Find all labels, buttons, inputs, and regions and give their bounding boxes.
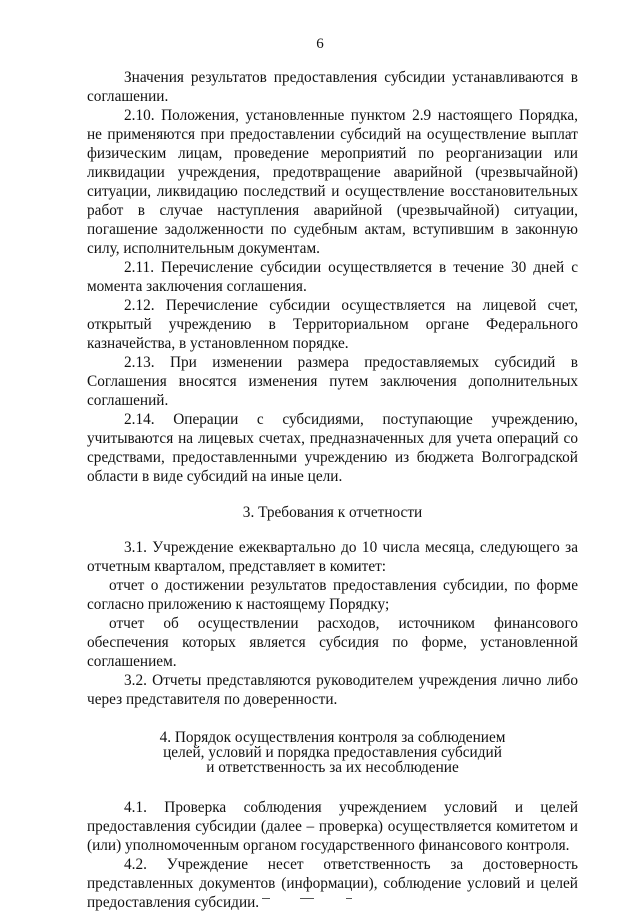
page-number: 6 [316,36,324,52]
paragraph-2-13: 2.13. При изменении размера предоставляемых субсидий в Соглашения вносятся изменения путем заключения дополнительных соглашений. [87,354,578,409]
paragraph-3-2: 3.2. Отчеты представляются руководителем учреждения лично либо через представителя по доверенности. [87,672,578,708]
section-4-heading-line-2: целей, условий и порядка предоставления субсидий [163,744,502,761]
paragraph-results-values: Значения результатов предоставления субсидии устанавливаются в соглашении. [87,69,578,105]
section-3-heading: 3. Требования к отчетности [242,504,423,521]
section-4-heading [87,730,578,775]
section-4-heading-line-1: 4. Порядок осуществления контроля за соблюдением [159,729,506,746]
section-4-heading-line-3: и ответственность за их несоблюдение [206,759,459,776]
paragraph-report-results: отчет о достижении результатов предоставления субсидии, по форме согласно приложению к настоящему Порядку; [87,577,578,613]
scan-artifact [346,898,352,899]
document-body [87,68,578,912]
paragraph-4-2: 4.2. Учреждение несет ответственность за достоверность представленных документов (информации), соблюдение условий и целей предоставления субсидии. [87,856,578,911]
paragraph-2-14: 2.14. Операции с субсидиями, поступающие учреждению, учитываются на лицевых счетах, предназначенных для учета операций со средствами, предоставленными учреждению из бюджета Волгоградской области в виде субсидий на иные цели. [87,411,578,485]
paragraph-3-1: 3.1. Учреждение ежеквартально до 10 числа месяца, следующего за отчетным кварталом, представляет в комитет: [87,539,578,575]
paragraph-2-11: 2.11. Перечисление субсидии осуществляется в течение 30 дней с момента заключения соглашения. [87,259,578,295]
paragraph-2-12: 2.12. Перечисление субсидии осуществляется на лицевой счет, открытый учреждению в Территориальном органе Федерального казначейства, в установленном порядке. [87,297,578,352]
scan-artifact [262,898,270,899]
scan-artifact [300,898,314,899]
paragraph-2-10: 2.10. Положения, установленные пунктом 2.9 настоящего Порядка, не применяются при предоставлении субсидий на осуществление выплат физическим лицам, проведение мероприятий по реорганизации или ликвидации учреждения, предотвращение аварийной (чрезвычайной) ситуации, ликвидацию последствий и осуществление восстановительных работ в случае наступления аварийной (чрезвычайной) ситуации, погашение задолженности по судебным актам, вступившим в законную силу, исполнительным документам. [87,107,578,257]
paragraph-report-expenses: отчет об осуществлении расходов, источником финансового обеспечения которых является субсидия по форме, установленной соглашением. [87,615,578,670]
paragraph-4-1: 4.1. Проверка соблюдения учреждением условий и целей предоставления субсидии (далее – проверка) осуществляется комитетом и (или) уполномоченным органом государственного финансового контроля. [87,799,578,854]
